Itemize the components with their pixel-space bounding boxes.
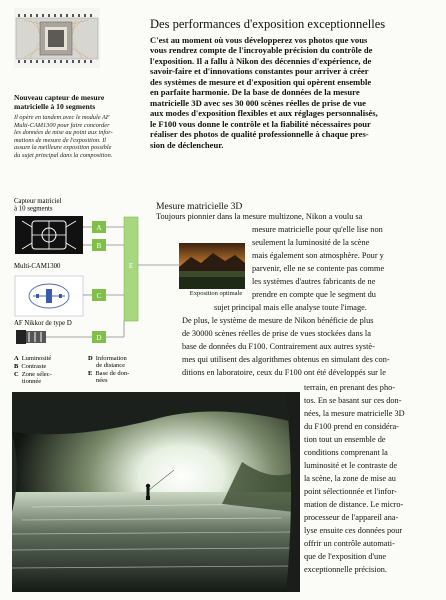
intro-line: C'est au moment où vous développerez vos photos que vous bbox=[150, 35, 368, 45]
letter-d: D bbox=[96, 334, 102, 342]
body-line: mais également son atmosphère. Pour y bbox=[252, 251, 384, 260]
body-line: De plus, le système de mesure de Nikon bénéficie de plus bbox=[182, 316, 374, 325]
legend-b: B Contraste bbox=[14, 363, 47, 370]
body-line: terrain, en prenant des pho- bbox=[304, 383, 395, 392]
body-line: du F100 prend en considéra- bbox=[304, 422, 399, 431]
intro-line: savoir-faire et d'innovations constantes pour arriver à créer bbox=[150, 66, 369, 77]
body-line: point sélectionnée et l'infor- bbox=[304, 487, 397, 496]
body-line: mation de distance. Le micro- bbox=[304, 500, 404, 509]
legend-a: A Luminosité bbox=[14, 355, 52, 362]
legend-e-cont: nées bbox=[96, 377, 108, 384]
intro-line: matricielle 3D avec ses 30 000 scènes réelles de prise de vue bbox=[150, 97, 366, 108]
page-title: Des performances d'exposition exceptionnelles bbox=[150, 17, 386, 31]
intro-line: sion de déclencheur. bbox=[150, 139, 224, 150]
chip-caption-title-line: Nouveau capteur de mesure bbox=[14, 93, 105, 102]
lens-label: AF Nikkor de type D bbox=[14, 320, 72, 327]
legend-d-cont: de distance bbox=[96, 362, 126, 369]
body-line: sujet principal mais elle analyse toute l'image. bbox=[214, 303, 367, 312]
chip-caption-line: Il opère en tandem avec le module AF bbox=[14, 114, 110, 121]
body-line: luminosité et le contraste de bbox=[304, 461, 398, 470]
body-line: ditions en laboratoire, ceux du F100 ont été développés sur le bbox=[182, 368, 386, 377]
body-line: tos. En se basant sur ces don- bbox=[304, 396, 402, 405]
body-line: la scène, la zone de mise au bbox=[304, 474, 396, 483]
body-line: mes qui utilisent des algorithmes obtenus en simulant des con- bbox=[182, 355, 390, 364]
body-line: parvenir, elle ne se contente pas comme bbox=[252, 264, 385, 273]
letter-a: A bbox=[96, 224, 102, 232]
body-line: seulement la luminosité de la scène bbox=[252, 238, 370, 247]
body-line: que de l'exposition d'une bbox=[304, 552, 387, 561]
letter-e: E bbox=[128, 262, 134, 270]
cave-edge bbox=[286, 392, 300, 592]
legend-c-cont: tionnée bbox=[22, 378, 42, 385]
legend-d: D Information bbox=[88, 355, 127, 362]
body-line: processeur de l'appareil ana- bbox=[304, 513, 399, 522]
river-fisherman-photo bbox=[12, 392, 294, 592]
chip-caption-line: assure la meilleure exposition possible bbox=[14, 144, 112, 152]
body-line: nées, la mesure matricielle 3D bbox=[304, 409, 405, 418]
sensor-label-line: à 10 segments bbox=[14, 205, 53, 213]
section-title: Mesure matricielle 3D bbox=[156, 201, 243, 212]
sensor-label-line: Capteur matriciel bbox=[14, 198, 62, 205]
body-line: prendre en compte que le segment du bbox=[252, 290, 376, 299]
multicam-label: Multi-CAM1300 bbox=[14, 263, 61, 270]
body-line: tion tout un ensemble de bbox=[304, 435, 386, 444]
body-line: exceptionnelle précision. bbox=[304, 565, 387, 574]
chip-caption-line: Multi-CAM1300 pour faire concorder bbox=[14, 121, 110, 129]
chip-caption-line: les données de mise au point aux infor- bbox=[14, 129, 113, 137]
intro-line: vous rendrez compte de l'incroyable précision du contrôle de bbox=[150, 45, 373, 56]
body-line: offrir un contrôle automati- bbox=[304, 539, 395, 548]
legend-e: E Base de don- bbox=[88, 370, 130, 377]
body-line: les systèmes d'autres fabricants de ne bbox=[252, 277, 376, 286]
intro-line: le F100 vous donne le contrôle et la fiabilité nécessaires pour bbox=[150, 118, 371, 129]
body-line: de 30000 scènes réelles de prise de vues stockées dans la bbox=[182, 329, 371, 338]
body-line: Toujours pionnier dans la mesure multizone, Nikon a voulu sa bbox=[156, 212, 363, 221]
optimal-exposure-caption: Exposition optimale bbox=[189, 290, 243, 297]
intro-line: en parfaite harmonie. De la base de données de la mesure bbox=[150, 87, 360, 98]
chip-caption-line: du sujet principal dans la composition. bbox=[14, 151, 113, 159]
body-line: base de données du F100. Contrairement aux autres systè- bbox=[182, 342, 375, 351]
intro-line: aux modes d'exposition flexibles et aux réglages personnalisés, bbox=[150, 108, 378, 119]
body-line: mesure matricielle pour qu'elle lise non bbox=[252, 225, 383, 234]
legend-c: C Zone sélec- bbox=[14, 371, 52, 378]
intro-line: l'exposition. Il a fallu à Nikon des décennies d'expérience, de bbox=[150, 55, 372, 66]
chip-caption-title-line: matricielle à 10 segments bbox=[14, 101, 96, 111]
body-line: conditions comprenant la bbox=[304, 448, 388, 457]
chip-caption-line: mations de mesure de l'exposition. Il bbox=[14, 136, 107, 144]
intro-line: des systèmes de mesure et d'exposition qui opèrent ensemble bbox=[150, 76, 372, 87]
body-line: lyse ensuite ces données pour bbox=[304, 526, 403, 535]
letter-b: B bbox=[96, 242, 102, 250]
letter-c: C bbox=[96, 292, 102, 300]
intro-line: réaliser des photos de qualité professionnelle à chaque pres- bbox=[150, 129, 369, 140]
